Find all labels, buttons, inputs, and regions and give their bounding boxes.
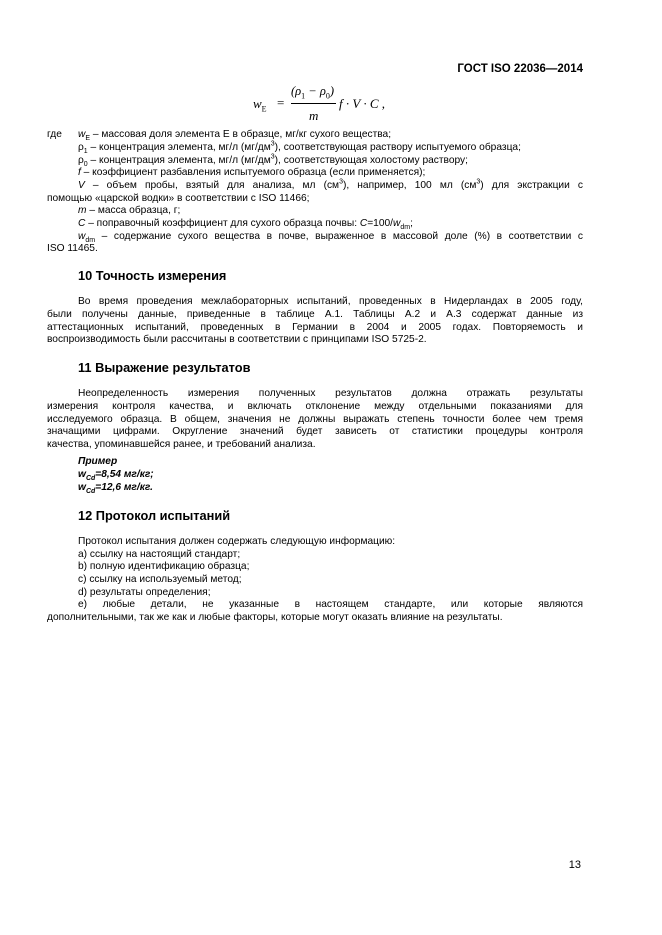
example-title: Пример	[78, 456, 118, 467]
list-item: b) полную идентификацию образца;	[78, 561, 250, 572]
definition-c: C – поправочный коэффициент для сухого образца почвы: $C=100/w_{dm}$;	[78, 218, 413, 232]
section-11-line: Неопределенность измерения полученных результатов должна отражать результаты	[78, 388, 583, 399]
list-item: e) любые детали, не указанные в настоящем стандарте, или которые являются	[78, 599, 583, 610]
definition-m: m – масса образца, г;	[78, 205, 181, 216]
example-value-1: $w_{Cd}=8,54$ мг/кг;	[78, 469, 154, 483]
definition-rho1: $\rho_1$ – концентрация элемента, мг/л $(мг/дм^3)$, соответствующая раствору испытуемого образца;	[78, 140, 521, 156]
definition-we: где $w_E$ – массовая доля элемента Е в образце, мг/кг сухого вещества;	[47, 129, 392, 143]
list-item: a) ссылку на настоящий стандарт;	[78, 549, 241, 560]
section-12-heading: 12 Протокол испытаний	[78, 508, 231, 523]
section-11-line: исследуемого образца. В общем, значения не должны выражать степень точности более чем тремя	[47, 414, 583, 425]
list-item: d) результаты определения;	[78, 587, 211, 598]
section-10-heading: 10 Точность измерения	[78, 268, 227, 283]
section-11-line: измерения контроля качества, и включать отклонение между отдельными показаниями для	[47, 401, 583, 412]
list-item-continued: дополнительными, так же как и любые факторы, которые могут оказать влияние на результаты.	[47, 612, 503, 623]
definition-f: f – коэффициент разбавления испытуемого образца (если применяется);	[78, 167, 426, 178]
fraction-bar	[291, 103, 336, 104]
section-10-line: Во время проведения межлабораторных испытаний, проведенных в Нидерландах в 2005 году,	[78, 296, 583, 307]
document-standard-header: ГОСТ ISO 22036—2014	[457, 63, 583, 75]
page-number: 13	[568, 859, 581, 871]
example-value-2: $w_{Cd}=12,6$ мг/кг.	[78, 482, 153, 496]
mass-fraction-formula	[253, 84, 423, 128]
definition-v: V – объем пробы, взятый для анализа, мл $(см^3)$, например, 100 мл $(см^3)$ для экстракции с	[78, 178, 583, 191]
section-12-intro: Протокол испытания должен содержать следующую информацию:	[78, 536, 396, 547]
section-11-line: качества, упоминавшейся ранее, и требований анализа.	[47, 439, 316, 450]
definition-wdm: $w_{dm}$ – содержание сухого вещества в почве, выраженное в массовой доле (%) в соответствии с	[78, 231, 583, 245]
definition-wdm-continued: ISO 11465.	[47, 243, 98, 254]
formula-denominator: m	[309, 108, 319, 123]
section-11-heading: 11 Выражение результатов	[78, 360, 251, 375]
formula-equals: =	[277, 95, 285, 110]
definition-rho0: $\rho_0$ – концентрация элемента, мг/л $(мг/дм^3)$, соответствующая холостому раствору;	[78, 153, 468, 169]
definition-v-continued: помощью «царской водки» в соответствии с ISO 11466;	[47, 193, 310, 204]
formula-factors: f · V · C ,	[339, 96, 385, 111]
formula-lhs: $w_E$	[253, 96, 267, 114]
list-item: c) ссылку на используемый метод;	[78, 574, 242, 585]
formula-numerator: $(\rho_1 - \rho_0)$	[291, 84, 335, 101]
section-10-line: были получены данные, приведенные в таблице А.1. Таблицы А.2 и А.3 содержат данные из	[47, 309, 583, 320]
section-10-line: воспроизводимость были рассчитаны в соответствии с принципами ISO 5725-2.	[47, 334, 427, 345]
section-10-line: аттестационных испытаний, проведенных в Германии в 2004 и 2005 годах. Повторяемость и	[47, 322, 583, 333]
section-11-line: значащими цифрами. Округление значений будет зависеть от статистики процедуры контроля	[47, 426, 583, 437]
